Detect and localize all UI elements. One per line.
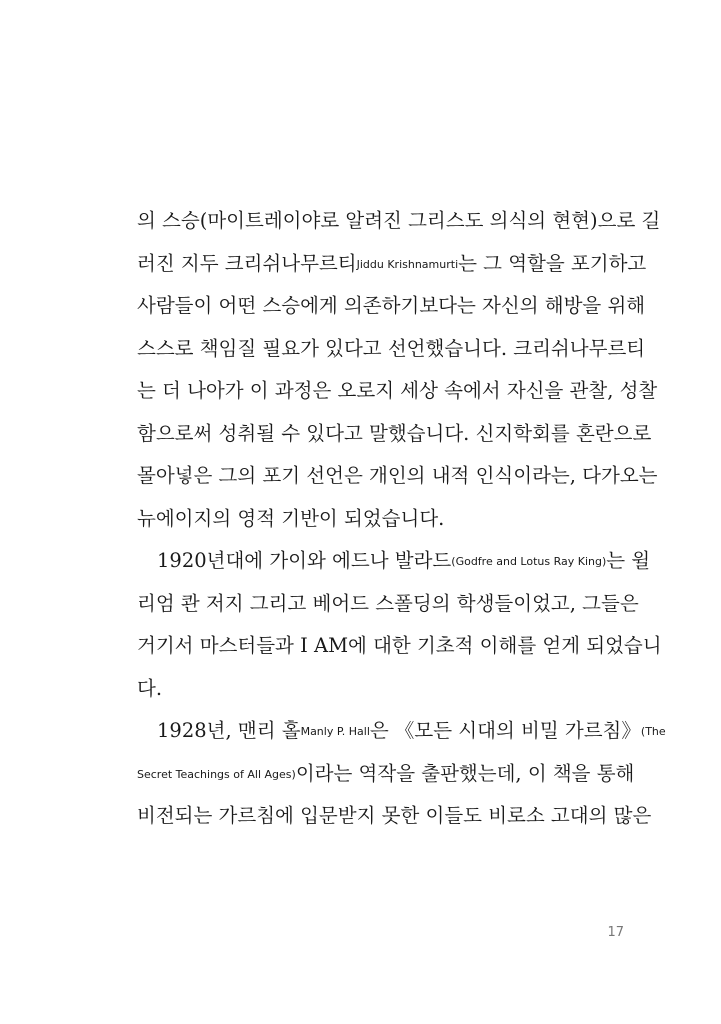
inline-annotation: Manly P. Hall [300, 725, 370, 738]
text-segment: 몰아넣은 그의 포기 선언은 개인의 내적 인식이라는, 다가오는 [137, 464, 658, 487]
text-segment: 스스로 책임질 필요가 있다고 선언했습니다. 크리쉬나무르티 [137, 336, 646, 360]
text-line [137, 753, 635, 796]
inline-annotation: Secret Teachings of All Ages) [137, 767, 296, 781]
text-segment: 는 그 역할을 포기하고 [458, 251, 647, 275]
text-line [137, 200, 661, 243]
body-text [137, 200, 666, 838]
text-segment: 함으로써 성취될 수 있다고 말했습니다. 신지학회를 혼란으로 [137, 421, 652, 445]
text-line [137, 540, 651, 583]
text-line [137, 583, 639, 626]
text-line [137, 668, 627, 711]
text-segment: 사람들이 어떤 스승에게 의존하기보다는 자신의 해방을 위해 [137, 294, 646, 317]
text-line [137, 328, 646, 371]
text-line [137, 455, 658, 498]
text-line [137, 413, 652, 456]
text-line [137, 243, 647, 286]
inline-annotation: (Godfre and Lotus Ray King) [451, 555, 607, 568]
page-number: 17 [607, 925, 624, 940]
text-segment: 은 《모든 시대의 비밀 가르침》 [369, 719, 641, 742]
text-line [137, 370, 658, 413]
text-segment: 1928년, 맨리 홀 [157, 719, 301, 742]
text-line [137, 625, 662, 668]
text-segment: 리엄 콴 저지 그리고 베어드 스폴딩의 학생들이었고, 그들은 [137, 591, 639, 615]
text-line [137, 710, 666, 753]
text-segment: 비전되는 가르침에 입문받지 못한 이들도 비로소 고대의 많은 [137, 804, 652, 827]
text-line [137, 795, 652, 838]
text-segment: 는 더 나아가 이 과정은 오로지 세상 속에서 자신을 관찰, 성찰 [137, 379, 658, 402]
text-segment: 의 스승(마이트레이야로 알려진 그리스도 의식의 현현)으로 길 [137, 209, 661, 232]
text-segment: 이라는 역작을 출판했는데, 이 책을 통해 [295, 761, 635, 785]
text-line [137, 498, 627, 541]
text-segment: 1920년대에 가이와 에드나 발라드 [157, 549, 452, 572]
text-segment: 거기서 마스터들과 I AM에 대한 기초적 이해를 얻게 되었습니 [137, 634, 662, 657]
inline-annotation: (The [640, 725, 666, 738]
text-segment: 뉴에이지의 영적 기반이 되었습니다. [137, 506, 445, 530]
text-segment: 는 윌 [606, 549, 651, 572]
text-segment: 러진 지두 크리쉬나무르티 [137, 251, 357, 275]
inline-annotation: Jiddu Krishnamurti [356, 257, 459, 271]
text-segment: 다. [137, 676, 163, 700]
text-line [137, 285, 646, 328]
